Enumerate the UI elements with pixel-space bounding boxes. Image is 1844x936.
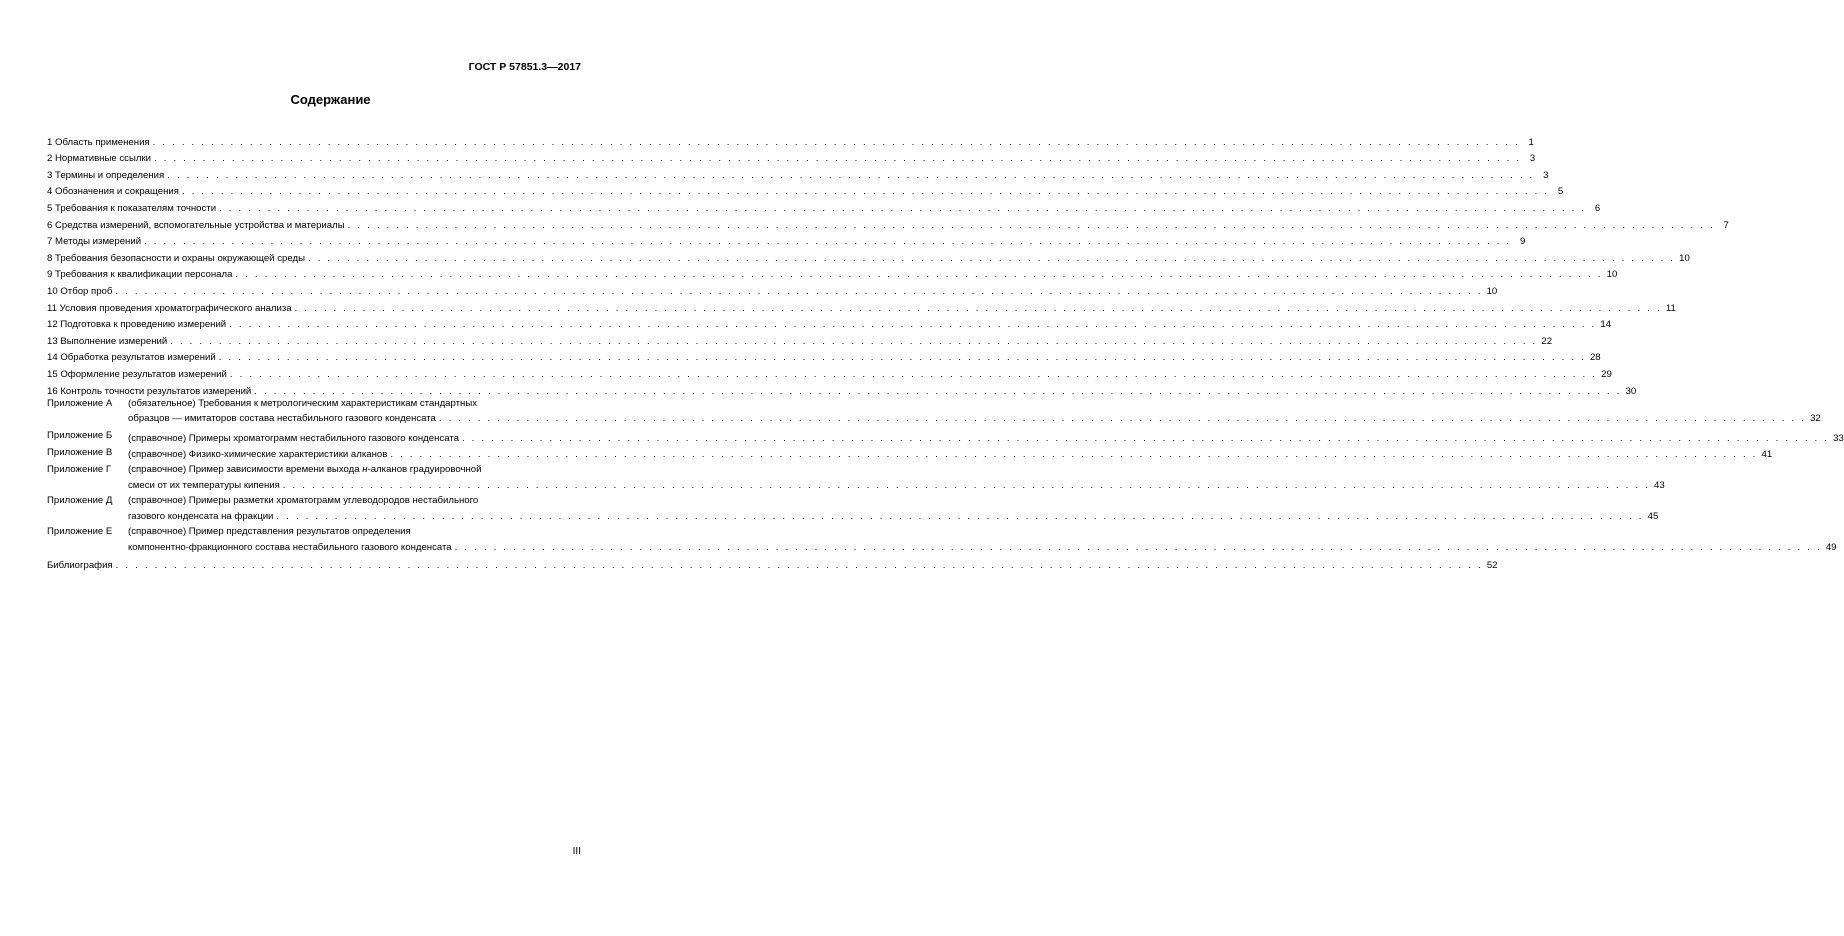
appendix-title-line-1: (справочное) Пример зависимости времени выхода н-алканов градуировочной bbox=[128, 464, 482, 476]
toc-entry[interactable] bbox=[47, 298, 1676, 315]
toc-entry-page: 11 bbox=[1665, 302, 1676, 314]
leader-dots bbox=[232, 269, 1602, 281]
appendix-title-line-1: (справочное) Пример представления результатов определения bbox=[128, 526, 411, 538]
leader-dots bbox=[226, 319, 1596, 331]
leader-dots bbox=[150, 137, 1520, 149]
toc-entry-title: 12 Подготовка к проведению измерений bbox=[47, 319, 227, 331]
toc-entry-page: 30 bbox=[1625, 385, 1637, 397]
leader-dots bbox=[179, 186, 1549, 198]
leader-dots bbox=[459, 433, 1829, 445]
toc-entry[interactable] bbox=[47, 182, 1564, 199]
toc-entry-page: 28 bbox=[1589, 352, 1601, 364]
leader-dots bbox=[216, 352, 1586, 364]
toc-appendix-e[interactable] bbox=[47, 526, 1837, 554]
appendix-page: 43 bbox=[1654, 480, 1665, 492]
toc-entry[interactable] bbox=[47, 315, 1612, 332]
appendix-title-line-1: (обязательное) Требования к метрологическим характеристикам стандартных bbox=[128, 397, 478, 409]
toc-appendix-b[interactable] bbox=[47, 428, 1844, 445]
toc-entry-title: 8 Требования безопасности и охраны окружающей среды bbox=[47, 252, 305, 264]
toc-entry[interactable] bbox=[47, 348, 1601, 365]
leader-dots bbox=[273, 511, 1643, 523]
appendix-label: Приложение В bbox=[47, 446, 113, 458]
leader-dots bbox=[280, 480, 1650, 492]
toc-entry-title: 1 Область применения bbox=[47, 136, 150, 148]
toc-entry-page: 9 bbox=[1519, 236, 1526, 248]
toc-appendix-a[interactable] bbox=[47, 397, 1821, 426]
appendix-title: (справочное) Физико-химические характеристики алканов bbox=[128, 449, 388, 461]
toc-entry-title: 14 Обработка результатов измерений bbox=[47, 352, 216, 364]
toc-entry[interactable] bbox=[47, 331, 1553, 348]
toc-entry-page: 3 bbox=[1529, 153, 1536, 165]
page-title: Содержание bbox=[290, 92, 371, 107]
leader-dots bbox=[387, 449, 1757, 461]
toc-entry-page: 3 bbox=[1543, 169, 1549, 181]
toc-entry-page: 5 bbox=[1557, 186, 1564, 198]
toc-entry-page: 14 bbox=[1600, 319, 1612, 331]
leader-dots bbox=[345, 220, 1715, 232]
toc-entry-title: 4 Обозначения и сокращения bbox=[47, 186, 179, 198]
leader-dots bbox=[112, 286, 1482, 298]
toc-appendix-v[interactable] bbox=[47, 445, 1773, 462]
leader-dots bbox=[141, 236, 1511, 248]
leader-dots bbox=[452, 542, 1822, 554]
leader-dots bbox=[216, 203, 1586, 215]
appendix-label: Приложение Б bbox=[47, 430, 113, 442]
toc-entry[interactable] bbox=[47, 364, 1612, 381]
toc-entry-page: 10 bbox=[1606, 269, 1618, 281]
toc-entry[interactable] bbox=[47, 232, 1526, 249]
appendix-page: 41 bbox=[1761, 449, 1773, 461]
leader-dots bbox=[292, 303, 1662, 315]
appendix-page: 32 bbox=[1810, 413, 1821, 425]
toc-entry-page: 1 bbox=[1528, 136, 1534, 148]
toc-entry-title: 6 Средства измерений, вспомогательные устройства и материалы bbox=[47, 219, 345, 231]
toc-entry-title: 5 Требования к показателям точности bbox=[47, 202, 217, 214]
toc-entry-title: 15 Оформление результатов измерений bbox=[47, 368, 227, 380]
appendix-title-line-2: образцов — имитаторов состава нестабильного газового конденсата bbox=[128, 413, 436, 425]
toc-entry[interactable] bbox=[47, 248, 1690, 265]
toc-entry[interactable] bbox=[47, 149, 1536, 166]
appendix-page: 33 bbox=[1833, 432, 1844, 444]
toc-entry-title: 7 Методы измерений bbox=[47, 236, 142, 248]
appendix-title-line-1: (справочное) Примеры разметки хроматограмм углеводородов нестабильного bbox=[128, 495, 479, 507]
appendix-title: (справочное) Примеры хроматограмм нестабильного газового конденсата bbox=[128, 432, 459, 444]
leader-dots bbox=[164, 170, 1534, 182]
appendix-title-line-2: газового конденсата на фракции bbox=[128, 511, 274, 523]
toc-entry-title: 3 Термины и определения bbox=[47, 169, 165, 181]
toc-entry-page: 22 bbox=[1541, 335, 1553, 347]
toc-entry[interactable] bbox=[47, 165, 1549, 182]
toc-entry-title: 10 Отбор проб bbox=[47, 285, 113, 297]
leader-dots bbox=[251, 386, 1621, 398]
appendix-label: Приложение А bbox=[47, 397, 113, 409]
toc-entry[interactable] bbox=[47, 281, 1498, 298]
toc-entry-title: 13 Выполнение измерений bbox=[47, 335, 168, 347]
toc-entry-title: 11 Условия проведения хроматографического анализа bbox=[47, 302, 292, 314]
appendix-label: Приложение Е bbox=[47, 526, 113, 538]
appendix-label: Приложение Д bbox=[47, 495, 113, 507]
appendix-page: 45 bbox=[1647, 511, 1659, 523]
appendix-title-line-2: компонентно-фракционного состава нестабильного газового конденсата bbox=[128, 541, 452, 553]
toc-entry[interactable] bbox=[47, 265, 1618, 282]
document-code: ГОСТ Р 57851.3—2017 bbox=[468, 61, 581, 73]
bibliography-page: 52 bbox=[1486, 560, 1498, 572]
toc-entry-page: 7 bbox=[1723, 219, 1729, 231]
bibliography-title: Библиография bbox=[47, 560, 113, 572]
toc-appendix-g[interactable] bbox=[47, 464, 1665, 492]
toc-entry-title: 16 Контроль точности результатов измерений bbox=[47, 385, 252, 397]
toc-entry-page: 29 bbox=[1601, 368, 1612, 380]
toc-bibliography[interactable] bbox=[47, 556, 1498, 573]
toc-entry-title: 2 Нормативные ссылки bbox=[47, 153, 152, 165]
toc-entry-page: 10 bbox=[1486, 285, 1498, 297]
toc-entry[interactable] bbox=[47, 381, 1637, 398]
leader-dots bbox=[167, 336, 1537, 348]
appendix-title-line-2: смеси от их температуры кипения bbox=[128, 480, 280, 492]
leader-dots bbox=[113, 560, 1483, 572]
leader-dots bbox=[436, 413, 1806, 425]
appendix-page: 49 bbox=[1825, 541, 1837, 553]
leader-dots bbox=[151, 153, 1521, 165]
leader-dots bbox=[305, 253, 1675, 265]
toc-entry[interactable] bbox=[47, 198, 1601, 215]
page-number: III bbox=[572, 846, 581, 857]
appendix-label: Приложение Г bbox=[47, 464, 112, 476]
toc-entry[interactable] bbox=[47, 132, 1534, 149]
toc-entry-title: 9 Требования к квалификации персонала bbox=[47, 269, 233, 281]
toc-appendix-d[interactable] bbox=[47, 495, 1659, 523]
leader-dots bbox=[227, 369, 1597, 381]
toc-entry-page: 6 bbox=[1594, 202, 1601, 214]
table-of-contents bbox=[47, 132, 1844, 572]
toc-entry-page: 10 bbox=[1679, 252, 1690, 264]
toc-entry[interactable] bbox=[47, 215, 1729, 232]
